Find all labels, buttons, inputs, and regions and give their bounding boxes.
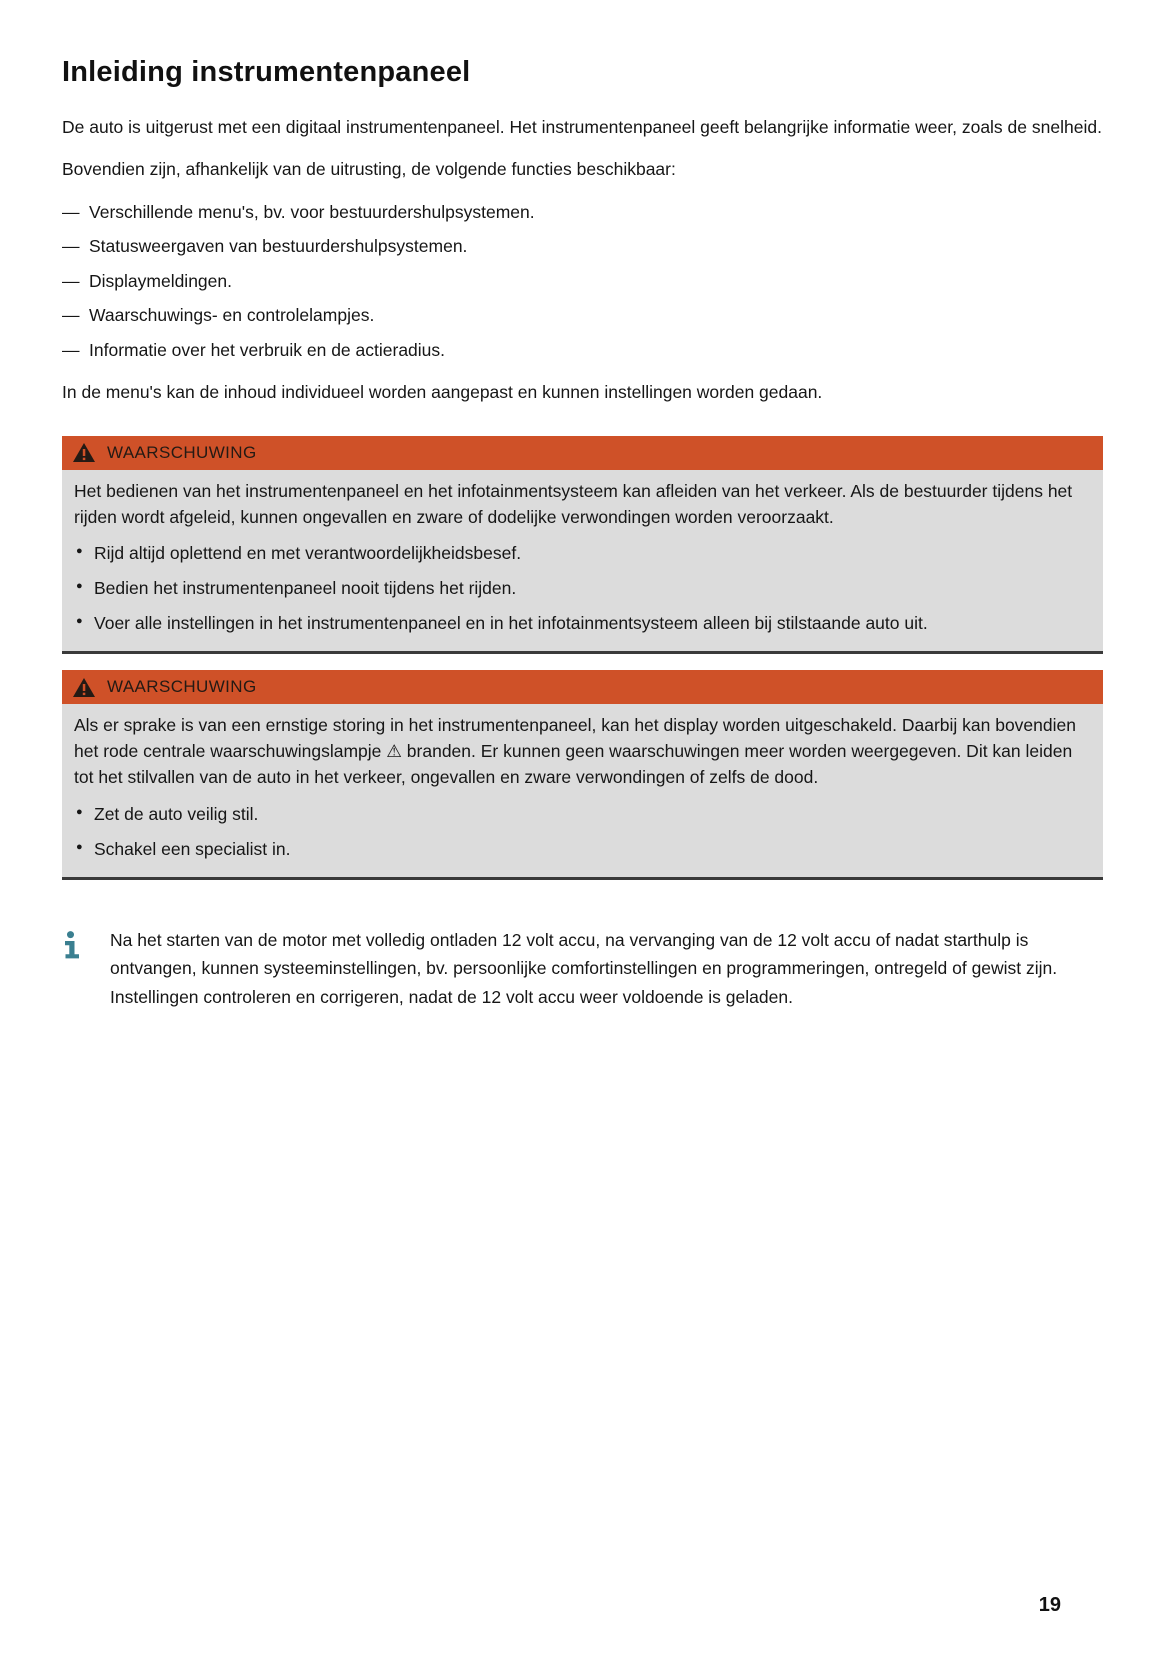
- warning-box-2: [62, 670, 1103, 879]
- warning-text: Het bedienen van het instrumentenpaneel en het infotainmentsysteem kan afleiden van het verkeer. Als de bestuurder tijdens het rijden wordt afgeleid, kunnen ongevallen en zware of dodelijke verwondingen worden veroorzaakt.: [74, 480, 1073, 527]
- note-text: Na het starten van de motor met volledig ontladen 12 volt accu, na vervanging van de 12 volt accu of nadat starthulp is ontvangen, kunnen systeeminstellingen, bv. persoonlijke comfortinstellingen en programmeringen, ontregeld of gewist zijn. Instellingen controleren en corrigeren, nadat de 12 volt accu weer voldoende is geladen.: [110, 929, 1058, 1007]
- page-title: Inleiding instrumentenpaneel: [62, 56, 471, 88]
- list-item: — Waarschuwings- en controlelampjes.: [62, 303, 1103, 328]
- warning-text: Als er sprake is van een ernstige storing in het instrumentenpaneel, kan het display worden uitgeschakeld. Daarbij kan bovendien het rode centrale waarschuwingslampje ⚠ branden. Er kunnen geen waarschuwingen meer worden weergegeven. Dit kan leiden tot het stilvallen van de auto in het verkeer, ongevallen en zware verwondingen of zelfs de dood.: [74, 715, 1076, 787]
- warning-header: [62, 670, 1103, 704]
- warning-label: WAARSCHUWING: [107, 442, 257, 462]
- warning-body: [62, 704, 1103, 879]
- list-item: — Informatie over het verbruik en de actieradius.: [62, 338, 1103, 363]
- warning-label: WAARSCHUWING: [107, 677, 257, 697]
- functions-list: [62, 200, 1103, 363]
- warning-bullet: ● Schakel een specialist in.: [74, 837, 1091, 863]
- warning-triangle-icon: [73, 678, 95, 697]
- warning-triangle-icon: [73, 443, 95, 462]
- menus-paragraph: In de menu's kan de inhoud individueel worden aangepast en kunnen instellingen worden gedaan.: [62, 382, 823, 403]
- warning-bullet-list: [74, 541, 1091, 637]
- info-icon: [62, 926, 84, 1012]
- warning-bullet: ● Bedien het instrumentenpaneel nooit tijdens het rijden.: [74, 576, 1091, 602]
- warning-header: [62, 436, 1103, 470]
- warning-bullet-list: [74, 802, 1091, 863]
- list-item: — Verschillende menu's, bv. voor bestuurdershulpsystemen.: [62, 200, 1103, 225]
- warning-bullet: ● Voer alle instellingen in het instrumentenpaneel en in het infotainmentsysteem alleen bij stilstaande auto uit.: [74, 611, 1091, 637]
- list-item: — Displaymeldingen.: [62, 269, 1103, 294]
- info-note: [62, 926, 1103, 1012]
- intro-paragraph: De auto is uitgerust met een digitaal instrumentenpaneel. Het instrumentenpaneel geeft belangrijke informatie weer, zoals de snelheid.: [62, 117, 1102, 137]
- functions-intro-paragraph: Bovendien zijn, afhankelijk van de uitrusting, de volgende functies beschikbaar:: [62, 159, 676, 180]
- warning-box-1: [62, 436, 1103, 654]
- warning-body: [62, 470, 1103, 654]
- warning-bullet: ● Zet de auto veilig stil.: [74, 802, 1091, 828]
- warning-bullet: ● Rijd altijd oplettend en met verantwoordelijkheidsbesef.: [74, 541, 1091, 567]
- page-number: 19: [1038, 1594, 1061, 1616]
- list-item: — Statusweergaven van bestuurdershulpsystemen.: [62, 234, 1103, 259]
